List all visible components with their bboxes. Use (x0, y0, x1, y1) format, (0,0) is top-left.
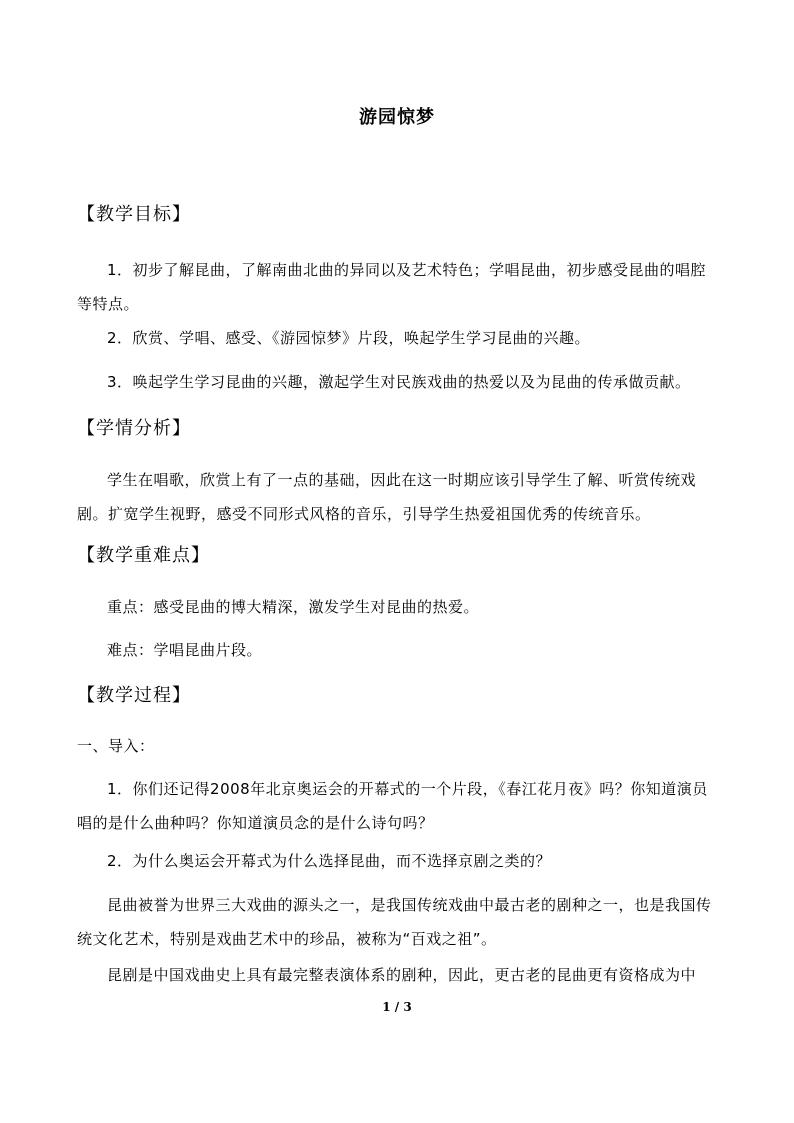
section-heading-process: 【教学过程】 (77, 685, 191, 706)
objective-item: 3．唤起学生学习昆曲的兴趣，激起学生对民族戏曲的热爱以及为昆曲的传承做贡献。 (107, 373, 691, 391)
objective-item: 1．初步了解昆曲，了解南曲北曲的异同以及艺术特色；学唱昆曲，初步感受昆曲的唱腔等特点。 (77, 261, 707, 313)
key-point-difficulty: 难点：学唱昆曲片段。 (107, 641, 263, 659)
key-point-focus: 重点：感受昆曲的博大精深，激发学生对昆曲的热爱。 (107, 598, 480, 616)
section-heading-objectives: 【教学目标】 (77, 204, 191, 225)
document-title: 游园惊梦 (359, 107, 435, 128)
page-number: 1 / 3 (382, 1000, 412, 1014)
analysis-paragraph: 学生在唱歌，欣赏上有了一点的基础，因此在这一时期应该引导学生了解、听赏传统戏剧。扩宽学生视野，感受不同形式风格的音乐，引导学生热爱祖国优秀的传统音乐。 (77, 471, 697, 523)
process-item: 2．为什么奥运会开幕式为什么选择昆曲，而不选择京剧之类的？ (107, 852, 552, 870)
process-sub-heading: 一、导入： (77, 737, 155, 755)
process-item: 昆剧是中国戏曲史上具有最完整表演体系的剧种，因此，更古老的昆曲更有资格成为中 (107, 966, 697, 984)
section-heading-key-points: 【教学重难点】 (77, 545, 210, 566)
section-heading-analysis: 【学情分析】 (77, 418, 191, 439)
objective-item: 2．欣赏、学唱、感受、《游园惊梦》片段，唤起学生学习昆曲的兴趣。 (107, 329, 591, 347)
process-item: 1．你们还记得2008年北京奥运会的开幕式的一个片段，《春江花月夜》吗？你知道演员唱的是什么曲种吗？你知道演员念的是什么诗句吗？ (77, 780, 708, 832)
process-item: 昆曲被誉为世界三大戏曲的源头之一，是我国传统戏曲中最古老的剧种之一，也是我国传统文化艺术，特别是戏曲艺术中的珍品，被称为“百戏之祖”。 (77, 896, 712, 948)
